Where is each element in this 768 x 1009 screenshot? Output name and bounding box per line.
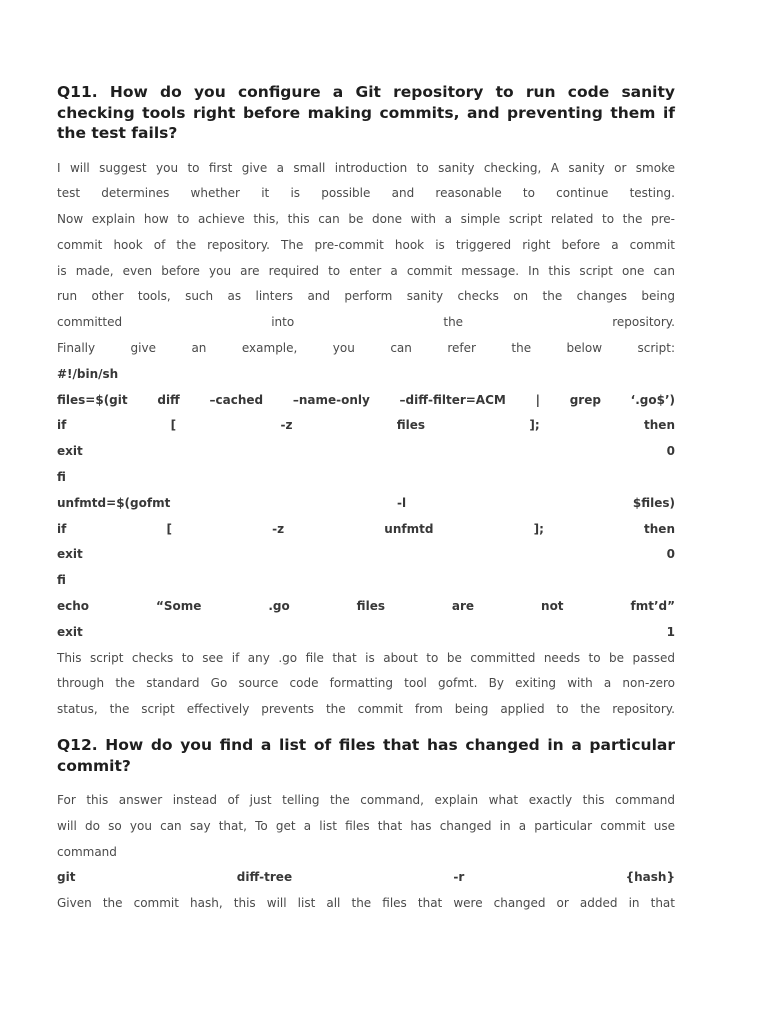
text-line: through the standard Go source code formatting tool gofmt. By exiting with a non-zero (57, 676, 675, 691)
code-line: exit 0 (57, 444, 675, 459)
heading-line: Q12. How do you find a list of files that has changed in a particular (57, 736, 675, 755)
code-line: #!/bin/sh (57, 366, 119, 381)
q12-answer (57, 788, 675, 917)
q11-heading (57, 82, 675, 144)
code-line: fi (57, 470, 66, 485)
text-line: Now explain how to achieve this, this can be done with a simple script related to the pre- (57, 212, 675, 227)
text-line: test determines whether it is possible and reasonable to continue testing. (57, 186, 675, 201)
heading-line: the test fails? (57, 124, 178, 142)
text-line: will do so you can say that, To get a list files that has changed in a particular commit use (57, 818, 675, 833)
code-line: echo “Some .go files are not fmt’d” (57, 599, 675, 614)
code-line: exit 0 (57, 547, 675, 562)
text-line: run other tools, such as linters and perform sanity checks on the changes being (57, 289, 675, 304)
q11-answer (57, 156, 675, 724)
text-line: committed into the repository. (57, 315, 675, 330)
document-content (57, 82, 675, 929)
code-line: files=$(git diff –cached –name-only –diff-filter=ACM | grep ‘.go$’) (57, 392, 675, 407)
text-line: commit hook of the repository. The pre-commit hook is triggered right before a commit (57, 237, 675, 252)
code-line: if [ -z files ]; then (57, 418, 675, 433)
code-line: fi (57, 573, 66, 588)
code-line: unfmtd=$(gofmt -l $files) (57, 495, 675, 510)
text-line: Given the commit hash, this will list all the files that were changed or added in that (57, 896, 675, 911)
q12-heading (57, 735, 675, 776)
text-line: is made, even before you are required to enter a commit message. In this script one can (57, 263, 675, 278)
text-line: Finally give an example, you can refer the below script: (57, 341, 675, 356)
text-line: I will suggest you to first give a small introduction to sanity checking, A sanity or smoke (57, 160, 675, 175)
heading-line: Q11. How do you configure a Git repository to run code sanity (57, 83, 675, 101)
text-line: For this answer instead of just telling the command, explain what exactly this command (57, 793, 675, 808)
text-line: command (57, 844, 117, 859)
text-line: status, the script effectively prevents the commit from being applied to the repository. (57, 702, 675, 717)
code-line: if [ -z unfmtd ]; then (57, 521, 675, 536)
code-line: git diff-tree -r {hash} (57, 870, 675, 885)
heading-line: commit? (57, 756, 131, 775)
text-line: This script checks to see if any .go file that is about to be committed needs to be passed (57, 650, 675, 665)
code-line: exit 1 (57, 624, 675, 639)
heading-line: checking tools right before making commits, and preventing them if (57, 103, 675, 122)
